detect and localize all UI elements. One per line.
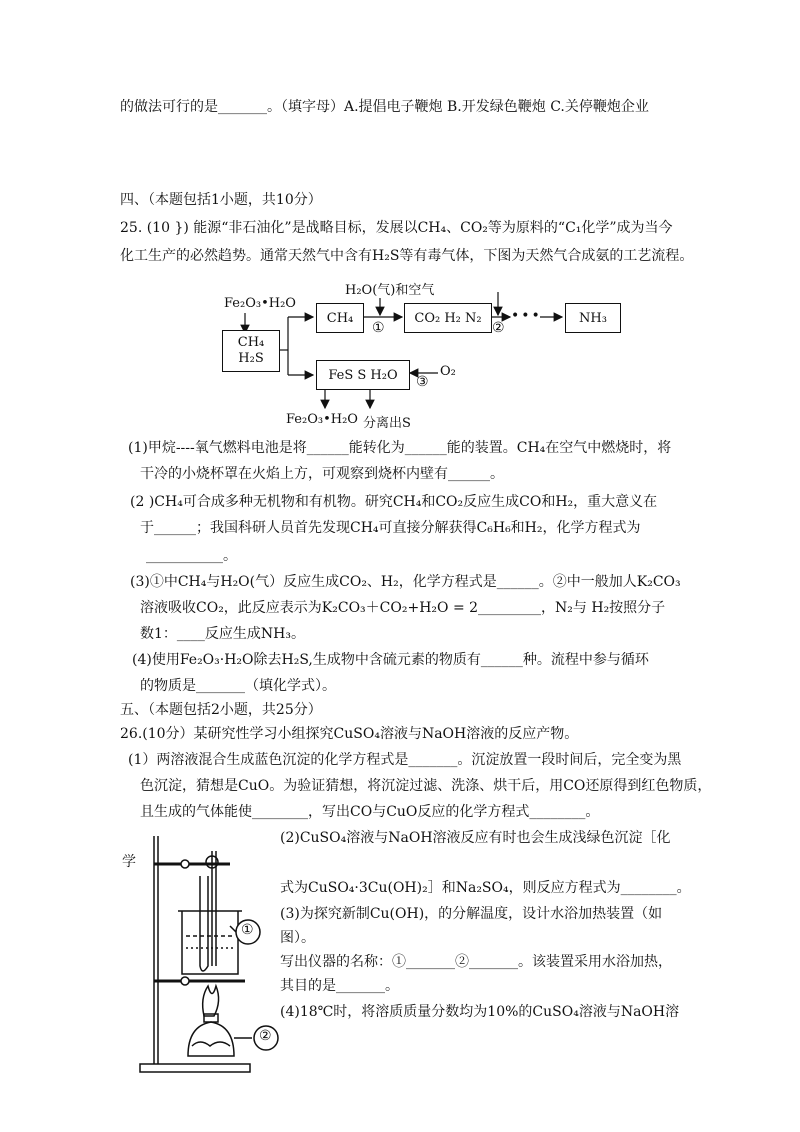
question-text: 学 xyxy=(122,854,136,870)
question-text: 其目的是_______。 xyxy=(280,978,399,994)
apparatus-drawing xyxy=(130,826,290,1086)
question-text: 26.(10分）某研究性学习小组探究CuSO₄溶液与NaOH溶液的反应产物。 xyxy=(120,726,579,742)
feed-box: CH₄ H₂S xyxy=(222,330,280,372)
question-text: 且生成的气体能使________，写出CO与CuO反应的化学方程式________。 xyxy=(140,804,600,820)
question-text: 化工生产的必然趋势。通常天然气中含有H₂S等有毒气体，下图为天然气合成氨的工艺流程。 xyxy=(120,248,694,264)
question-text: 写出仪器的名称：①_______②_______。该装置采用水浴加热， xyxy=(280,954,672,970)
text-line: 的做法可行的是_______。（填字母）A.提倡电子鞭炮 B.开发绿色鞭炮 C.关停鞭炮企业 xyxy=(120,99,649,115)
step-3-label: ③ xyxy=(416,374,429,390)
output-fe-label: Fe₂O₃•H₂O xyxy=(286,412,358,427)
ellipsis-dots: ••• xyxy=(511,308,542,324)
reagent-label: Fe₂O₃•H₂O xyxy=(224,296,296,311)
ch4-box: CH₄ xyxy=(316,303,364,333)
question-text: 数1：____反应生成NH₃。 xyxy=(140,626,305,642)
question-text: 式为CuSO₄·3Cu(OH)₂］和Na₂SO₄，则反应方程式为________。 xyxy=(280,880,691,896)
question-text: (3)为探究新制Cu(OH)，的分解温度，设计水浴加热装置（如 xyxy=(280,906,663,922)
question-text: (2)CuSO₄溶液与NaOH溶液反应有时也会生成浅绿色沉淀［化 xyxy=(280,830,671,846)
step-2-label: ② xyxy=(492,320,505,336)
question-text: ___________。 xyxy=(146,548,237,564)
question-text: (2 )CH₄可合成多种无机物和有机物。研究CH₄和CO₂反应生成CO和H₂，重大意义在 xyxy=(130,494,658,510)
o2-label: O₂ xyxy=(440,364,456,379)
apparatus-mark-1: ① xyxy=(241,922,254,938)
question-text: (1）两溶液混合生成蓝色沉淀的化学方程式是_______。沉淀放置一段时间后，完全变为黑 xyxy=(128,752,682,768)
fes-box: FeS S H₂O xyxy=(316,360,410,390)
step-1-label: ① xyxy=(372,320,385,336)
question-text: (3)①中CH₄与H₂O(气）反应生成CO₂、H₂，化学方程式是______。②中一般加人K₂CO₃ xyxy=(130,574,681,590)
question-text: 25. (10 }) 能源“非石油化”是战略目标，发展以CH₄、CO₂等为原料的“C₁化学”成为当今 xyxy=(120,220,673,236)
question-text: 于______；我国科研人员首先发现CH₄可直接分解获得C₆H₆和H₂，化学方程式为 xyxy=(140,520,641,536)
question-text: 色沉淀，猜想是CuO。为验证猜想，将沉淀过滤、洗涤、烘干后，用CO还原得到红色物质， xyxy=(140,778,712,794)
water-air-label: H₂O(气)和空气 xyxy=(345,283,435,298)
question-text: (4)使用Fe₂O₃·H₂O除去H₂S,生成物中含硫元素的物质有______种。流程中参与循环 xyxy=(132,652,649,668)
question-text: 的物质是_______（填化学式）。 xyxy=(140,678,336,694)
question-text: 干冷的小烧杯罩在火焰上方，可观察到烧杯内壁有______。 xyxy=(140,466,504,482)
section-heading: 五、（本题包括2小题，共25分） xyxy=(120,702,322,718)
question-text: 溶液吸收CO₂，此反应表示为K₂CO₃＋CO₂+H₂O = 2_________，N₂与 H₂按照分子 xyxy=(140,600,666,616)
mix-box: CO₂ H₂ N₂ xyxy=(404,303,492,333)
question-text: 图）。 xyxy=(280,930,315,946)
output-s-label: 分离出S xyxy=(363,416,411,431)
question-text: (1)甲烷----氧气燃料电池是将______能转化为______能的装置。CH₄在空气中燃烧时，将 xyxy=(128,440,672,456)
apparatus-mark-2: ② xyxy=(259,1028,272,1044)
question-text: (4)18℃时，将溶质质量分数均为10%的CuSO₄溶液与NaOH溶 xyxy=(280,1004,680,1020)
nh3-box: NH₃ xyxy=(565,303,621,333)
section-heading: 四、（本题包括1小题，共10分） xyxy=(120,192,322,208)
